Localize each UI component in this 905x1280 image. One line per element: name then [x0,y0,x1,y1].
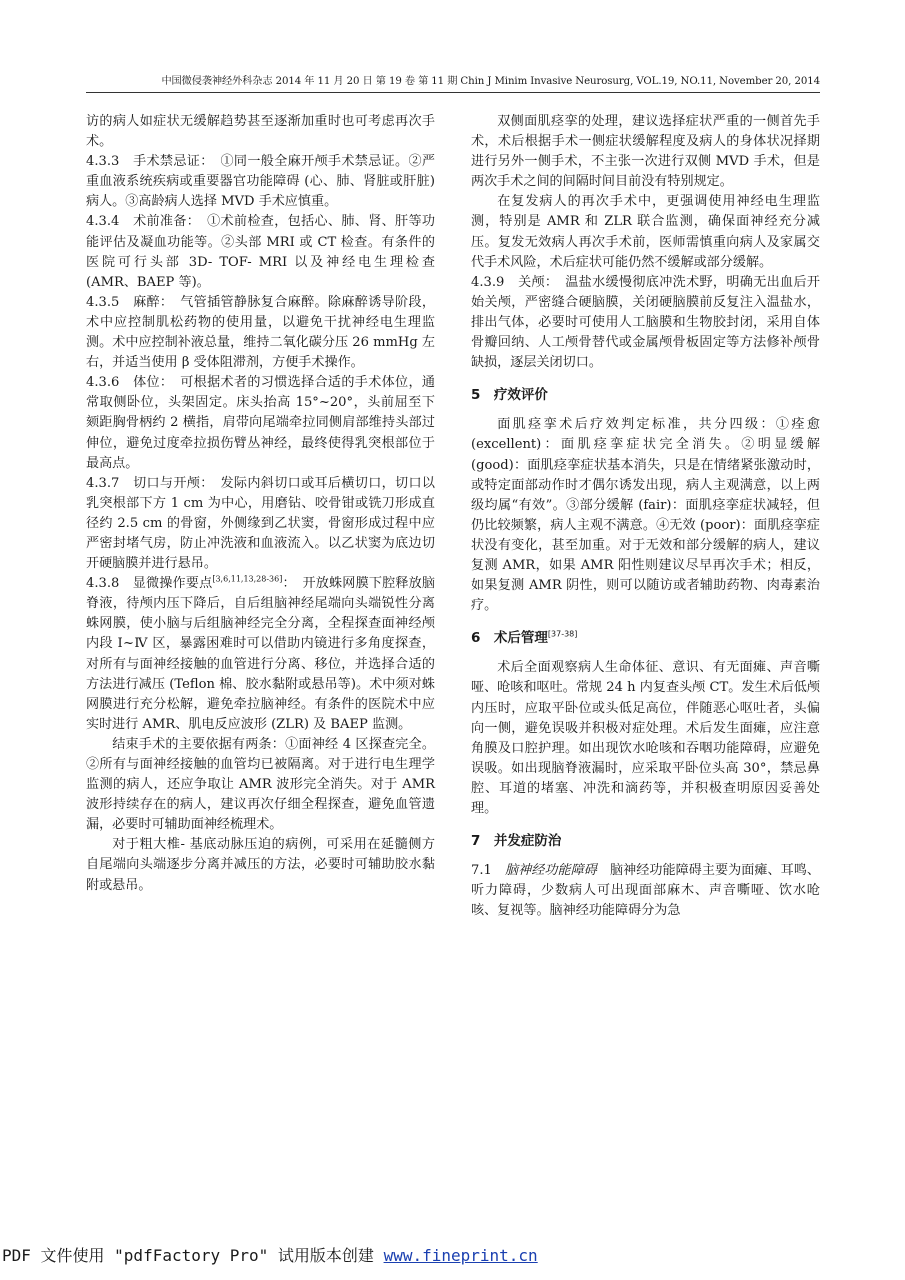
paragraph: 在复发病人的再次手术中，更强调使用神经电生理监测，特别是 AMR 和 ZLR 联合监测，确保面神经充分减压。复发无效病人再次手术前，医师需慎重向病人及家属交代手术风险，术后症状可能仍然不缓解或部分缓解。 [471,194,820,270]
section-title: 6 术后管理 [471,630,548,647]
paragraph: 4.3.7 切口与开颅： 发际内斜切口或耳后横切口，切口以乳突根部下方 1 cm 为中心，用磨钻、咬骨钳或铣刀形成直径约 2.5 cm 的骨窗，外侧缘到乙状窦，骨窗形成过程中应严密封堵气房，防止冲洗液和血液流入。以乙状窦为底边切开硬脑膜并进行悬吊。 [86,475,435,572]
citation: [37-38] [547,629,578,639]
subsection-heading: 4.3.8 显微操作要点 [86,576,213,592]
footer-link[interactable]: www.fineprint.cn [383,1246,538,1265]
citation: [3,6,11,13,28-36] [212,574,283,584]
header-rule [86,92,820,93]
section-heading: 5 疗效评价 [471,387,548,404]
running-header: 中国微侵袭神经外科杂志 2014 年 11 月 20 日 第 19 卷 第 11 期 Chin J Minim Invasive Neurosurg, VOL.19, NO.11, November 20, 2014 [161,76,820,87]
section-heading: 7 并发症防治 [471,833,562,850]
subsection-number: 7.1 [471,863,505,879]
paragraph [86,574,435,735]
paragraph: 4.3.3 手术禁忌证： ①同一般全麻开颅手术禁忌证。②严重血液系统疾病或重要器官功能障碍 (心、肺、肾脏或肝脏) 病人。③高龄病人选择 MVD 手术应慎重。 [86,154,435,210]
paragraph: 对于粗大椎- 基底动脉压迫的病例，可采用在延髓侧方自尾端向头端逐步分离并减压的方法，必要时可辅助胶水黏附或悬吊。 [86,837,435,893]
subsection-heading: 脑神经功能障碍 [504,863,597,879]
paragraph: 4.3.4 术前准备： ①术前检查，包括心、肺、肾、肝等功能评估及凝血功能等。②头部 MRI 或 CT 检查。有条件的医院可行头部 3D- TOF- MRI 以及神经电生理检查 (AMR、BAEP 等)。 [86,214,435,290]
paragraph: 结束手术的主要依据有两条：①面神经 4 区探查完全。②所有与面神经接触的血管均已被隔离。对于进行电生理学监测的病人，还应争取让 AMR 波形完全消失。对于 AMR 波形持续存在的病人，建议再次仔细全程探查，避免血管遗漏，必要时可辅助面神经梳理术。 [86,736,435,833]
paragraph: 双侧面肌痉挛的处理，建议选择症状严重的一侧首先手术，术后根据手术一侧症状缓解程度及病人的身体状况择期进行另外一侧手术，不主张一次进行双侧 MVD 手术，但是两次手术之间的间隔时间目前没有特别规定。 [471,114,820,190]
right-column [471,112,820,921]
footer-text: PDF 文件使用 "pdfFactory Pro" 试用版本创建 [2,1246,384,1265]
paragraph [471,861,820,921]
paragraph-body: 脑神经功能障碍主要为面瘫、耳鸣、听力障碍，少数病人可出现面部麻木、声音嘶哑、饮水呛咳、复视等。脑神经功能障碍分为急 [471,863,820,919]
paragraph: 4.3.5 麻醉： 气管插管静脉复合麻醉。除麻醉诱导阶段，术中应控制肌松药物的使用量，以避免干扰神经电生理监测。术中应控制补液总量，维持二氧化碳分压 26 mmHg 左右，并适当使用 β 受体阻滞剂，方便手术操作。 [86,294,435,371]
paragraph: 面肌痉挛术后疗效判定标准，共分四级：①痊愈 (excellent)：面肌痉挛症状完全消失。②明显缓解 (good)：面肌痉挛症状基本消失，只是在情绪紧张激动时，或特定面部动作时才偶尔诱发出现，病人主观满意，以上两级均属“有效”。③部分缓解 (fair)：面肌痉挛症状减轻，但仍比较频繁，病人主观不满意。④无效 (poor)：面肌痉挛症状没有变化，甚至加重。对于无效和部分缓解的病人，建议复测 AMR，如果 AMR 阳性则建议尽早再次手术；相反，如果复测 AMR 阴性，则可以随访或者辅助药物、肉毒素治疗。 [471,417,820,614]
paragraph: 4.3.9 关颅： 温盐水缓慢彻底冲洗术野，明确无出血后开始关颅，严密缝合硬脑膜，关闭硬脑膜前反复注入温盐水，排出气体，必要时可使用人工脑膜和生物胶封闭，采用自体骨瓣回纳、人工颅骨替代或金属颅骨板固定等方法修补颅骨缺损，逐层关闭切口。 [471,274,820,371]
pdf-watermark-footer [0,1243,905,1269]
paragraph: 术后全面观察病人生命体征、意识、有无面瘫、声音嘶哑、呛咳和呕吐。常规 24 h 内复查头颅 CT。发生术后低颅内压时，应取平卧位或头低足高位，伴随恶心呕吐者，头偏向一侧，避免误吸并积极对症处理。术后发生面瘫，应注意角膜及口腔护理。如出现饮水呛咳和吞咽功能障碍，应避免误吸。如出现脑脊液漏时，应采取平卧位头高 30°，禁忌鼻腔、耳道的堵塞、冲洗和滴药等，并积极查明原因妥善处理。 [471,660,820,816]
section-heading [471,628,820,648]
paragraph-body: ： 开放蛛网膜下腔释放脑脊液，待颅内压下降后，自后组脑神经尾端向头端锐性分离蛛网膜，使小脑与后组脑神经完全分离，全程探查面神经颅内段 Ⅰ~Ⅳ 区，暴露困难时可以借助内镜进行多角度探查，对所有与面神经接触的血管进行分离、移位，并选择合适的方法进行减压 (Teflon 棉、胶水黏附或悬吊等)。术中须对蛛网膜进行充分松解，避免牵拉脑神经。有条件的医院术中应实时进行 AMR、肌电反应波形 (ZLR) 及 BAEP 监测。 [86,576,435,732]
left-column [86,112,435,896]
paragraph: 4.3.6 体位： 可根据术者的习惯选择合适的手术体位，通常取侧卧位，头架固定。床头抬高 15°~20°，头前屈至下颏距胸骨柄约 2 横指，肩带向尾端牵拉同侧肩部维持头部过伸位，避免过度牵拉损伤臂丛神经，最终使得乳突根部位于最高点。 [86,375,435,471]
paragraph: 访的病人如症状无缓解趋势甚至逐渐加重时也可考虑再次手术。 [86,114,435,150]
